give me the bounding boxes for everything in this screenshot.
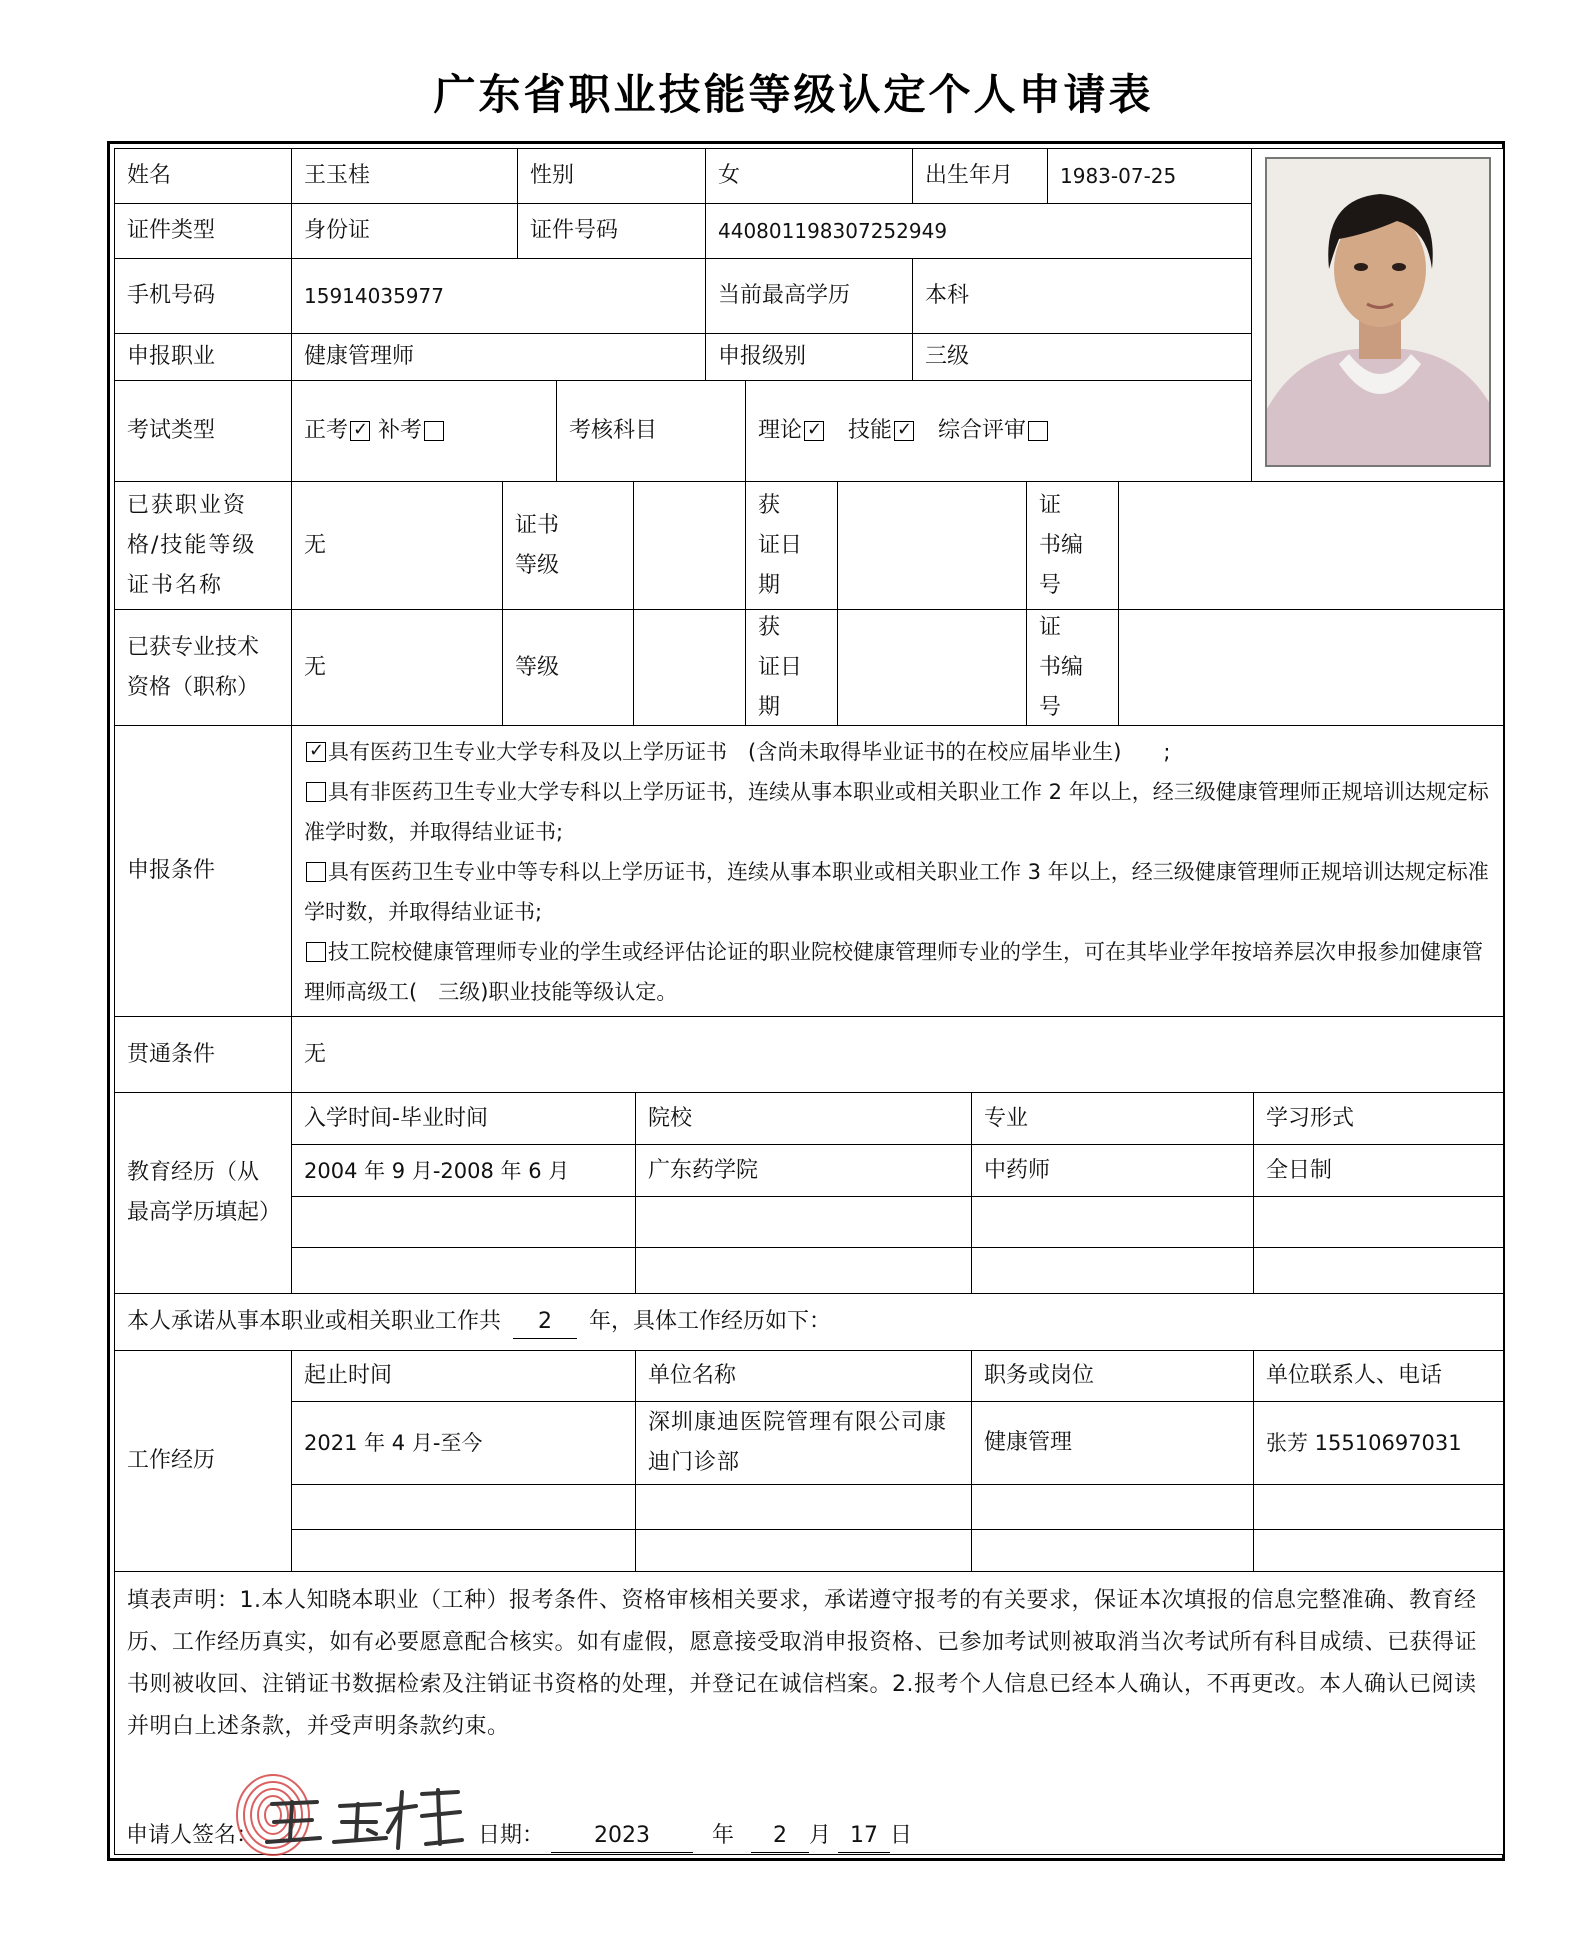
- work-header-contact: [1253, 1350, 1504, 1402]
- date-month-unit: 月: [809, 1823, 832, 1848]
- id-no-value: 440801198307252949: [718, 219, 948, 243]
- name-label-text: 姓名: [127, 163, 172, 188]
- title-cert-date-label-text: 获 证日期: [758, 614, 803, 720]
- edu-header-school-text: 院校: [648, 1105, 693, 1131]
- work-row-3-contact[interactable]: [1253, 1529, 1504, 1572]
- work-row-1-company-text: 深圳康迪医院管理有限公司康迪门诊部: [648, 1410, 948, 1475]
- occupation-label: [114, 333, 292, 381]
- edu-header-school: [635, 1092, 972, 1145]
- title-cert-no-label: [1026, 609, 1119, 726]
- edu-row-1-major-text: 中药师: [984, 1157, 1051, 1183]
- work-header-time: [291, 1350, 636, 1402]
- review-label: 综合评审: [938, 418, 1027, 443]
- exam-type-options: [291, 380, 557, 482]
- work-row-3-time[interactable]: [291, 1529, 636, 1572]
- work-row-1-contact-text: 张芳 15510697031: [1266, 1431, 1462, 1455]
- work-row-1-position-text: 健康管理: [984, 1430, 1073, 1455]
- applicant-photo: [1265, 157, 1491, 467]
- makeup-exam-label: 补考: [378, 418, 423, 443]
- regular-exam-label: 正考: [304, 418, 349, 443]
- work-header-contact-text: 单位联系人、电话: [1266, 1363, 1443, 1388]
- id-type-value: 身份证: [304, 218, 371, 243]
- portrait-image: [1267, 159, 1491, 467]
- qualification-no-field[interactable]: [1118, 481, 1504, 610]
- edu-row-1-mode[interactable]: [1253, 1144, 1504, 1197]
- birth-value: 1983-07-25: [1060, 164, 1177, 188]
- edu-row-3-mode[interactable]: [1253, 1247, 1504, 1294]
- regular-exam-checkbox[interactable]: [350, 421, 370, 441]
- work-row-2-time[interactable]: [291, 1484, 636, 1530]
- birth-label-text: 出生年月: [925, 163, 1014, 188]
- edu-row-1-time-text: 2004 年 9 月-2008 年 6 月: [304, 1158, 570, 1183]
- work-row-1-company[interactable]: [635, 1401, 972, 1485]
- theory-checkbox[interactable]: [804, 421, 824, 441]
- promise-suffix: 年，具体工作经历如下：: [589, 1309, 832, 1334]
- qualification-no-label: [1026, 481, 1119, 610]
- level-value: 三级: [925, 344, 970, 369]
- condition-text-3: 具有医药卫生专业中等专科以上学历证书，连续从事本职业或相关职业工作 3 年以上，经三级健康管理师正规培训达规定标准学时数，并取得结业证书;: [304, 860, 1489, 924]
- through-label: [114, 1016, 292, 1093]
- work-row-2-company[interactable]: [635, 1484, 972, 1530]
- conditions-label-text: 申报条件: [127, 858, 216, 883]
- phone-value: 15914035977: [304, 284, 444, 308]
- edu-header-major: [971, 1092, 1254, 1145]
- edu-row-2-school[interactable]: [635, 1196, 972, 1248]
- date-day[interactable]: 17: [838, 1820, 890, 1853]
- work-label: [114, 1350, 292, 1572]
- gender-label-text: 性别: [530, 163, 575, 188]
- occupation-value: 健康管理师: [304, 344, 415, 369]
- date-day-unit: 日: [890, 1823, 913, 1848]
- promise-years[interactable]: 2: [513, 1306, 577, 1339]
- edu-header-mode-text: 学习形式: [1266, 1105, 1355, 1131]
- edu-value: 本科: [925, 283, 970, 308]
- work-header-position-text: 职务或岗位: [984, 1363, 1095, 1388]
- work-row-2-position[interactable]: [971, 1484, 1254, 1530]
- title-cert-grade-field[interactable]: [633, 609, 746, 726]
- subject-label: [556, 380, 746, 482]
- title-cert-grade-label: [502, 609, 634, 726]
- id-type-label: [114, 203, 292, 259]
- title-cert-date-field[interactable]: [837, 609, 1027, 726]
- condition-item: [304, 932, 1491, 1012]
- work-header-position: [971, 1350, 1254, 1402]
- edu-row-1-major[interactable]: [971, 1144, 1254, 1197]
- qualification-date-label-text: 获 证日期: [758, 492, 803, 598]
- qualification-date-field[interactable]: [837, 481, 1027, 610]
- title-cert-no-field[interactable]: [1118, 609, 1504, 726]
- name-label: [114, 148, 292, 204]
- edu-row-1-school[interactable]: [635, 1144, 972, 1197]
- edu-row-1-school-text: 广东药学院: [648, 1157, 759, 1183]
- education-label-text: 教育经历（从最高学历填起）: [127, 1160, 282, 1225]
- signature-label: 申请人签名：: [126, 1823, 259, 1848]
- title-cert-label: [114, 609, 292, 726]
- condition-text-4: 技工院校健康管理师专业的学生或经评估论证的职业院校健康管理师专业的学生，可在其毕业学年按培养层次申报参加健康管理师高级工( 三级)职业技能等级认定。: [304, 940, 1483, 1004]
- level-label: [705, 333, 913, 381]
- work-row-1-time[interactable]: [291, 1401, 636, 1485]
- condition-text-1: 具有医药卫生专业大学专科及以上学历证书 (含尚未取得毕业证书的在校应届毕业生) ;: [328, 740, 1171, 764]
- id-no-field[interactable]: [705, 203, 1252, 259]
- exam-type-label-text: 考试类型: [127, 418, 216, 443]
- occupation-label-text: 申报职业: [127, 344, 216, 369]
- gender-value: 女: [718, 163, 741, 188]
- condition-checkbox-2[interactable]: [306, 782, 326, 802]
- edu-label: [705, 258, 913, 334]
- condition-item: [304, 772, 1491, 852]
- conditions-label: [114, 725, 292, 1017]
- conditions-list: [291, 725, 1504, 1017]
- exam-type-label: [114, 380, 292, 482]
- handwritten-signature: [262, 1782, 472, 1852]
- date-year[interactable]: 2023: [551, 1820, 693, 1853]
- work-row-3-company[interactable]: [635, 1529, 972, 1572]
- level-label-text: 申报级别: [718, 344, 807, 369]
- makeup-exam-checkbox[interactable]: [424, 421, 444, 441]
- edu-row-2-mode[interactable]: [1253, 1196, 1504, 1248]
- edu-row-3-school[interactable]: [635, 1247, 972, 1294]
- gender-field[interactable]: [705, 148, 913, 204]
- condition-checkbox-3[interactable]: [306, 862, 326, 882]
- qualification-field[interactable]: [291, 481, 503, 610]
- phone-label-text: 手机号码: [127, 283, 216, 308]
- edu-row-3-major[interactable]: [971, 1247, 1254, 1294]
- through-value: 无: [304, 1041, 327, 1067]
- name-value: 王玉桂: [304, 163, 371, 188]
- date-month[interactable]: 2: [751, 1820, 809, 1853]
- birth-label: [912, 148, 1048, 204]
- name-field[interactable]: [291, 148, 518, 204]
- edu-header-major-text: 专业: [984, 1105, 1029, 1131]
- id-no-label: [517, 203, 706, 259]
- condition-text-2: 具有非医药卫生专业大学专科以上学历证书，连续从事本职业或相关职业工作 2 年以上，经三级健康管理师正规培训达规定标准学时数，并取得结业证书;: [304, 780, 1489, 844]
- qualification-date-label: [745, 481, 838, 610]
- work-row-1-time-text: 2021 年 4 月-至今: [304, 1431, 483, 1455]
- title-cert-field[interactable]: [291, 609, 503, 726]
- subject-label-text: 考核科目: [569, 418, 658, 443]
- title-cert-no-label-text: 证 书编号: [1039, 614, 1084, 720]
- id-no-label-text: 证件号码: [530, 218, 619, 243]
- edu-header-mode: [1253, 1092, 1504, 1145]
- birth-field[interactable]: [1047, 148, 1252, 204]
- work-header-time-text: 起止时间: [304, 1363, 393, 1388]
- edu-field[interactable]: [912, 258, 1252, 334]
- date-label: 日期：: [478, 1823, 545, 1848]
- subject-options: [745, 380, 1252, 482]
- qualification-grade-label: [502, 481, 634, 610]
- edu-row-3-time[interactable]: [291, 1247, 636, 1294]
- title-cert-value: 无: [304, 654, 327, 680]
- qualification-grade-label-text: 证书等级: [515, 512, 560, 578]
- work-header-company: [635, 1350, 972, 1402]
- edu-label-text: 当前最高学历: [718, 283, 851, 308]
- edu-header-time: [291, 1092, 636, 1145]
- form-title: 广东省职业技能等级认定个人申请表: [433, 70, 1154, 119]
- title-cert-date-label: [745, 609, 838, 726]
- review-checkbox[interactable]: [1028, 421, 1048, 441]
- theory-label: 理论: [758, 418, 803, 443]
- declaration-text: 填表声明：1.本人知晓本职业（工种）报考条件、资格审核相关要求，承诺遵守报考的有关要求，保证本次填报的信息完整准确、教育经历、工作经历真实，如有必要愿意配合核实。如有虚假，愿意接受取消申报资格、已参加考试则被取消当次考试所有科目成绩、已获得证书则被收回、注销证书数据检索及注销证书资格的处理，并登记在诚信档案。2.报考个人信息已经本人确认，不再更改。本人确认已阅读并明白上述条款，并受声明条款约束。: [127, 1588, 1478, 1739]
- edu-row-2-major[interactable]: [971, 1196, 1254, 1248]
- date-year-unit: 年: [712, 1823, 735, 1848]
- level-field[interactable]: [912, 333, 1252, 381]
- condition-checkbox-1[interactable]: [306, 742, 326, 762]
- skill-label: 技能: [848, 418, 893, 443]
- occupation-field[interactable]: [291, 333, 706, 381]
- work-row-2-contact[interactable]: [1253, 1484, 1504, 1530]
- qualification-label-text: 已获职业资格/技能等级证书名称: [127, 492, 257, 598]
- qualification-no-label-text: 证 书编号: [1039, 492, 1084, 598]
- promise-prefix: 本人承诺从事本职业或相关职业工作共: [127, 1309, 502, 1334]
- condition-item: [304, 852, 1491, 932]
- edu-header-time-text: 入学时间-毕业时间: [304, 1105, 488, 1131]
- work-row-3-position[interactable]: [971, 1529, 1254, 1572]
- condition-item: [304, 732, 1491, 772]
- title-cert-grade-label-text: 等级: [515, 654, 560, 680]
- work-header-company-text: 单位名称: [648, 1363, 737, 1388]
- qualification-value: 无: [304, 532, 327, 558]
- through-label-text: 贯通条件: [127, 1041, 216, 1067]
- phone-field[interactable]: [291, 258, 706, 334]
- qualification-label: [114, 481, 292, 610]
- skill-checkbox[interactable]: [894, 421, 914, 441]
- edu-row-1-time[interactable]: [291, 1144, 636, 1197]
- work-row-1-contact[interactable]: [1253, 1401, 1504, 1485]
- work-row-1-position[interactable]: [971, 1401, 1254, 1485]
- signature-date: [478, 1816, 912, 1856]
- qualification-grade-field[interactable]: [633, 481, 746, 610]
- id-type-field[interactable]: [291, 203, 518, 259]
- edu-row-2-time[interactable]: [291, 1196, 636, 1248]
- education-label: [114, 1092, 292, 1294]
- edu-row-1-mode-text: 全日制: [1266, 1157, 1333, 1183]
- phone-label: [114, 258, 292, 334]
- id-type-label-text: 证件类型: [127, 218, 216, 243]
- promise-row: [114, 1293, 1504, 1351]
- gender-label: [517, 148, 706, 204]
- condition-checkbox-4[interactable]: [306, 942, 326, 962]
- through-field[interactable]: [291, 1016, 1504, 1093]
- work-label-text: 工作经历: [127, 1448, 216, 1473]
- title-cert-label-text: 已获专业技术资格（职称）: [127, 634, 260, 700]
